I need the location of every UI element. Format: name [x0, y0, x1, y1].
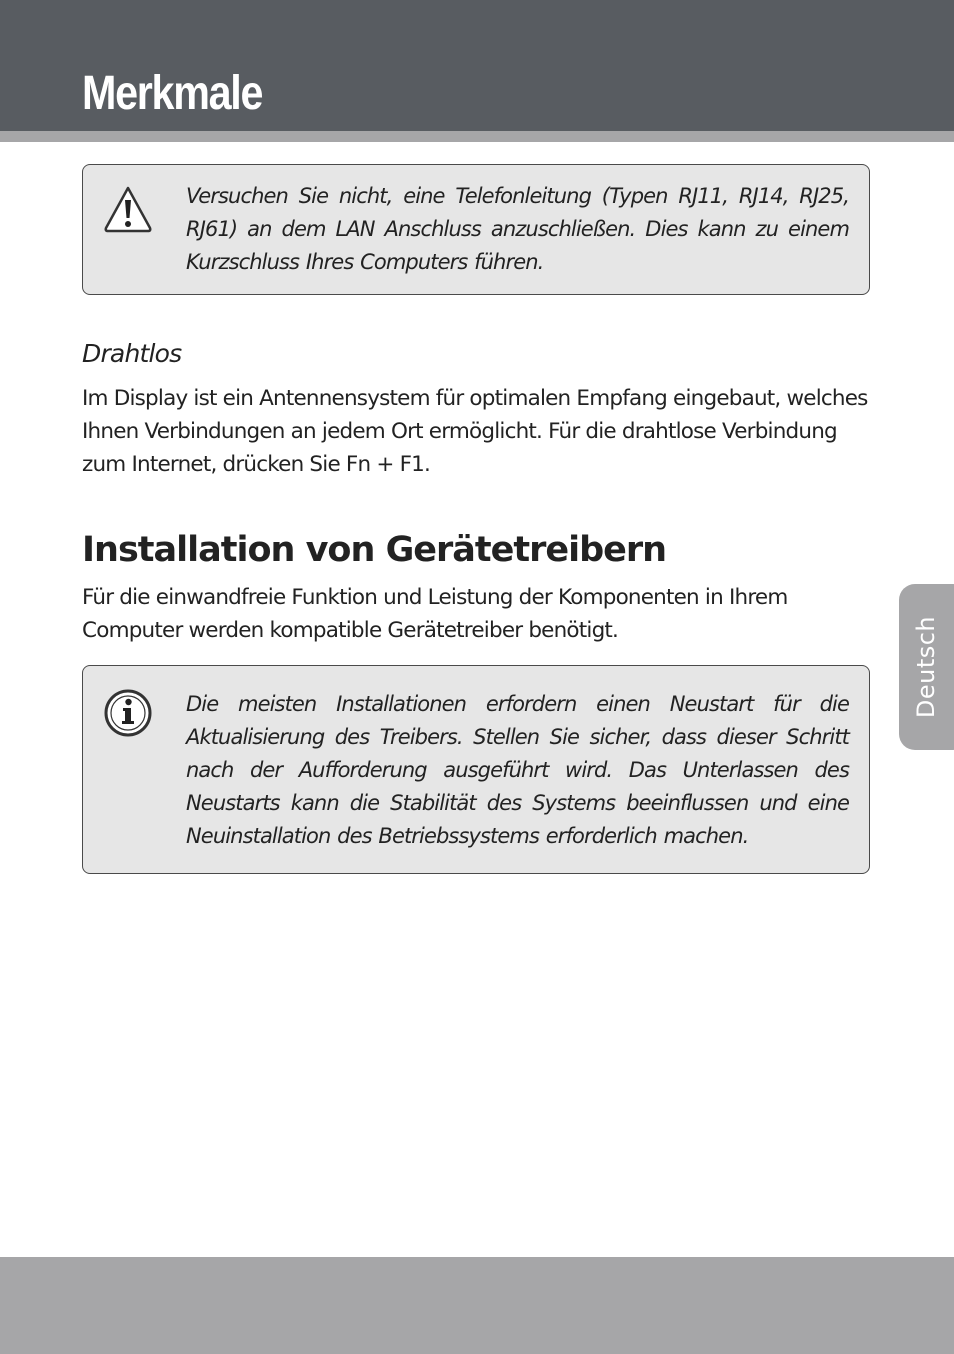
info-icon — [103, 688, 153, 738]
language-tab-label: Deutsch — [912, 615, 941, 719]
language-tab — [899, 584, 954, 750]
info-text: Die meisten Installationen erfordern einen Neustart für die Aktualisierung des Treibers. Stellen Sie sicher, dass dieser Schritt nach der Aufforderung ausgeführt wird. Das Unterlassen des Neustarts kann die Stabilität des Systems beeinflussen und eine Neuinstallation des Betriebssystems erforderlich machen. — [186, 692, 849, 848]
drivers-heading: Installation von Gerätetreibern — [82, 530, 667, 570]
drivers-body: Für die einwandfreie Funktion und Leistung der Komponenten in Ihrem Computer werden kompatible Gerätetreiber benötigt. — [82, 585, 788, 643]
warning-triangle-icon — [103, 185, 153, 235]
wireless-body: Im Display ist ein Antennensystem für optimalen Empfang eingebaut, welches Ihnen Verbindungen an jedem Ort ermöglicht. Für die drahtlose Verbindung zum Internet, drücken Sie Fn + F1. — [82, 386, 868, 477]
warning-notice — [82, 164, 870, 295]
wireless-heading: Drahtlos — [82, 339, 182, 368]
page-footer — [0, 1257, 954, 1354]
warning-text: Versuchen Sie nicht, eine Telefonleitung (Typen RJ11, RJ14, RJ25, RJ61) an dem LAN Anschluss anzuschließen. Dies kann zu einem Kurzschluss Ihres Computers führen. — [186, 184, 849, 274]
page-title: Merkmale — [82, 67, 263, 120]
page-header — [0, 0, 954, 131]
header-stripe — [0, 131, 954, 142]
info-notice — [82, 665, 870, 874]
